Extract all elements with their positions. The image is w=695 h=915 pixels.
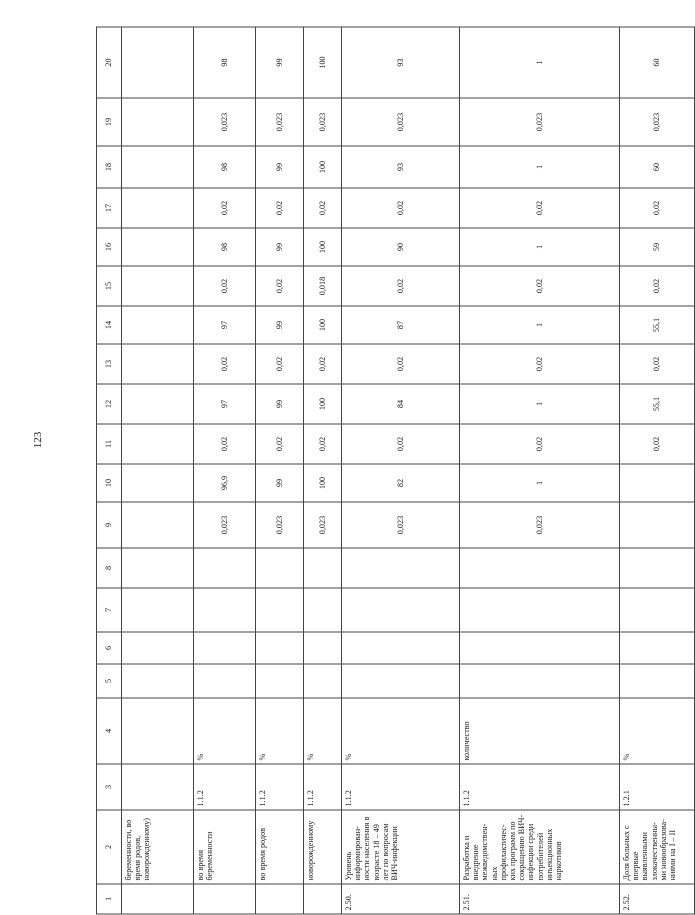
table-cell	[620, 548, 695, 588]
table-cell: 0,023	[256, 98, 304, 146]
table-cell	[122, 548, 194, 588]
table-cell: 99	[256, 27, 304, 98]
table-cell: 97	[194, 306, 256, 344]
table-cell: 1.1.2	[194, 764, 256, 810]
table-cell	[122, 502, 194, 548]
table-row	[304, 27, 342, 914]
column-number-header: 18	[97, 146, 122, 188]
table-cell: 93	[342, 146, 460, 188]
column-number-header: 15	[97, 266, 122, 306]
column-number-header: 9	[97, 502, 122, 548]
table-cell: 0,023	[342, 502, 460, 548]
table-cell: 99	[256, 384, 304, 424]
table-cell	[342, 588, 460, 632]
table-cell	[620, 632, 695, 664]
table-cell: 0,02	[256, 344, 304, 384]
table-cell: 1	[460, 464, 620, 502]
table-cell: 0,02	[620, 188, 695, 228]
table-cell: 1.1.2	[460, 764, 620, 810]
table-cell	[460, 548, 620, 588]
table-cell: 0,02	[256, 188, 304, 228]
table-cell: 0,02	[342, 344, 460, 384]
column-number-header: 20	[97, 27, 122, 98]
table-cell: 100	[304, 228, 342, 266]
table-cell: 0,02	[194, 188, 256, 228]
table-cell	[620, 464, 695, 502]
table-cell: 0,02	[256, 424, 304, 464]
table-cell: 0,02	[342, 424, 460, 464]
table-cell: 97	[194, 384, 256, 424]
table-cell	[122, 98, 194, 146]
table-cell	[620, 588, 695, 632]
indicator-name-cell: Доля больных с впервые выявленными злокачественны-ми новообразова-ниями на I – II	[620, 810, 695, 884]
table-cell: 98	[194, 228, 256, 266]
table-cell	[304, 588, 342, 632]
table-cell: 84	[342, 384, 460, 424]
column-number-header: 19	[97, 98, 122, 146]
table-cell: 0,02	[460, 424, 620, 464]
table-cell	[122, 464, 194, 502]
table-cell: 0,023	[304, 502, 342, 548]
table-cell: %	[342, 698, 460, 764]
table-cell: 0,023	[194, 502, 256, 548]
table-cell	[122, 664, 194, 698]
table-cell	[122, 588, 194, 632]
table-cell	[342, 632, 460, 664]
table-cell	[194, 548, 256, 588]
table-cell: 1	[460, 306, 620, 344]
table-cell: 0,02	[342, 188, 460, 228]
table-cell: 100	[304, 27, 342, 98]
column-number-header: 16	[97, 228, 122, 266]
table-cell: 0,02	[194, 424, 256, 464]
table-cell: 1.1.2	[256, 764, 304, 810]
table-cell	[122, 424, 194, 464]
indicator-name-cell: во время беременности	[194, 810, 256, 884]
table-cell: 1.1.2	[342, 764, 460, 810]
table-cell: 1	[460, 27, 620, 98]
column-number-header: 3	[97, 764, 122, 810]
table-cell: 90	[342, 228, 460, 266]
table-cell: количество	[460, 698, 620, 764]
row-number-cell: 2.51.	[460, 884, 620, 914]
column-number-header: 12	[97, 384, 122, 424]
table-cell	[256, 664, 304, 698]
table-cell	[122, 27, 194, 98]
row-number-cell	[256, 884, 304, 914]
table-cell: 1.2.1	[620, 764, 695, 810]
table-cell: 0,02	[460, 266, 620, 306]
table-cell	[304, 664, 342, 698]
table-cell: %	[620, 698, 695, 764]
column-number-header: 17	[97, 188, 122, 228]
column-number-row	[97, 27, 122, 914]
table-cell: 100	[304, 464, 342, 502]
indicator-name-cell: беременности, во время родов, новорожденному)	[122, 810, 194, 884]
table-cell	[122, 228, 194, 266]
table-cell: 100	[304, 384, 342, 424]
row-number-cell	[122, 884, 194, 914]
table-cell: 0,02	[304, 188, 342, 228]
table-cell: 0,02	[194, 344, 256, 384]
column-number-header: 8	[97, 548, 122, 588]
indicator-name-cell: новорожденному	[304, 810, 342, 884]
table-cell	[620, 502, 695, 548]
table-cell	[122, 306, 194, 344]
indicator-table	[96, 27, 695, 915]
table-cell: 99	[256, 228, 304, 266]
table-cell: 100	[304, 146, 342, 188]
column-number-header: 4	[97, 698, 122, 764]
column-number-header: 14	[97, 306, 122, 344]
table-cell	[194, 632, 256, 664]
table-cell: 0,02	[342, 266, 460, 306]
table-cell: 0,018	[304, 266, 342, 306]
table-cell: 0,02	[256, 266, 304, 306]
table-cell: 0,02	[460, 344, 620, 384]
table-cell: 82	[342, 464, 460, 502]
column-number-header: 5	[97, 664, 122, 698]
table-cell: 93	[342, 27, 460, 98]
table-cell	[460, 664, 620, 698]
table-cell: 98	[194, 146, 256, 188]
indicator-name-cell: Разработка и внедрение межведомствен-ных профилактичес-ких программ по сокращению ВИЧ-инфекции среди потребителей инъекционных наркотиков	[460, 810, 620, 884]
table-cell	[194, 664, 256, 698]
column-number-header: 7	[97, 588, 122, 632]
table-cell: 0,023	[194, 98, 256, 146]
table-cell: 99	[256, 146, 304, 188]
table-cell	[122, 384, 194, 424]
table-cell: 55,1	[620, 384, 695, 424]
table-cell: 1	[460, 228, 620, 266]
column-number-header: 13	[97, 344, 122, 384]
indicator-name-cell: во время родов	[256, 810, 304, 884]
table-cell: 99	[256, 306, 304, 344]
table-cell	[122, 764, 194, 810]
indicator-name-cell: Уровень информирован-ности населения в возрасте 18 – 49 лет по вопросам ВИЧ-инфекции	[342, 810, 460, 884]
row-number-cell	[194, 884, 256, 914]
table-cell	[304, 548, 342, 588]
table-cell	[256, 632, 304, 664]
table-cell: 0,023	[256, 502, 304, 548]
table-cell: 99	[256, 464, 304, 502]
table-cell: %	[256, 698, 304, 764]
table-cell: 55,1	[620, 306, 695, 344]
table-cell	[460, 632, 620, 664]
table-cell	[342, 548, 460, 588]
table-cell	[460, 588, 620, 632]
table-row	[460, 27, 620, 914]
table-cell: 0,023	[460, 502, 620, 548]
table-cell	[304, 632, 342, 664]
table-cell: %	[304, 698, 342, 764]
table-container	[96, 28, 677, 915]
column-number-header: 2	[97, 810, 122, 884]
table-cell	[194, 588, 256, 632]
table-row	[256, 27, 304, 914]
table-cell: 87	[342, 306, 460, 344]
table-cell: 0,02	[304, 344, 342, 384]
table-cell: 98	[194, 27, 256, 98]
table-cell	[122, 266, 194, 306]
table-cell: 59	[620, 228, 695, 266]
column-number-header: 11	[97, 424, 122, 464]
table-cell: 0,02	[194, 266, 256, 306]
table-cell: 0,023	[460, 98, 620, 146]
table-row	[194, 27, 256, 914]
table-cell: %	[194, 698, 256, 764]
table-cell: 0,023	[620, 98, 695, 146]
table-cell	[256, 588, 304, 632]
table-cell	[256, 548, 304, 588]
table-cell	[122, 146, 194, 188]
table-cell	[122, 632, 194, 664]
table-row	[620, 27, 695, 914]
table-cell: 0,02	[620, 266, 695, 306]
page-number: 123	[32, 431, 44, 449]
table-cell: 0,023	[342, 98, 460, 146]
table-cell: 1	[460, 384, 620, 424]
table-cell: 0,02	[304, 424, 342, 464]
table-cell: 60	[620, 146, 695, 188]
row-number-cell: 2.52.	[620, 884, 695, 914]
table-cell	[122, 344, 194, 384]
table-row	[122, 27, 194, 914]
table-cell	[122, 188, 194, 228]
table-cell: 0,023	[304, 98, 342, 146]
table-cell: 1	[460, 146, 620, 188]
row-number-cell	[304, 884, 342, 914]
table-cell	[342, 664, 460, 698]
table-cell: 100	[304, 306, 342, 344]
table-row	[342, 27, 460, 914]
column-number-header: 10	[97, 464, 122, 502]
table-cell: 60	[620, 27, 695, 98]
row-number-cell: 2.50.	[342, 884, 460, 914]
table-cell: 96,9	[194, 464, 256, 502]
table-cell	[122, 698, 194, 764]
column-number-header: 1	[97, 884, 122, 914]
table-cell: 1.1.2	[304, 764, 342, 810]
table-cell: 0,02	[620, 344, 695, 384]
column-number-header: 6	[97, 632, 122, 664]
table-cell: 0,02	[460, 188, 620, 228]
table-cell: 0,02	[620, 424, 695, 464]
table-cell	[620, 664, 695, 698]
